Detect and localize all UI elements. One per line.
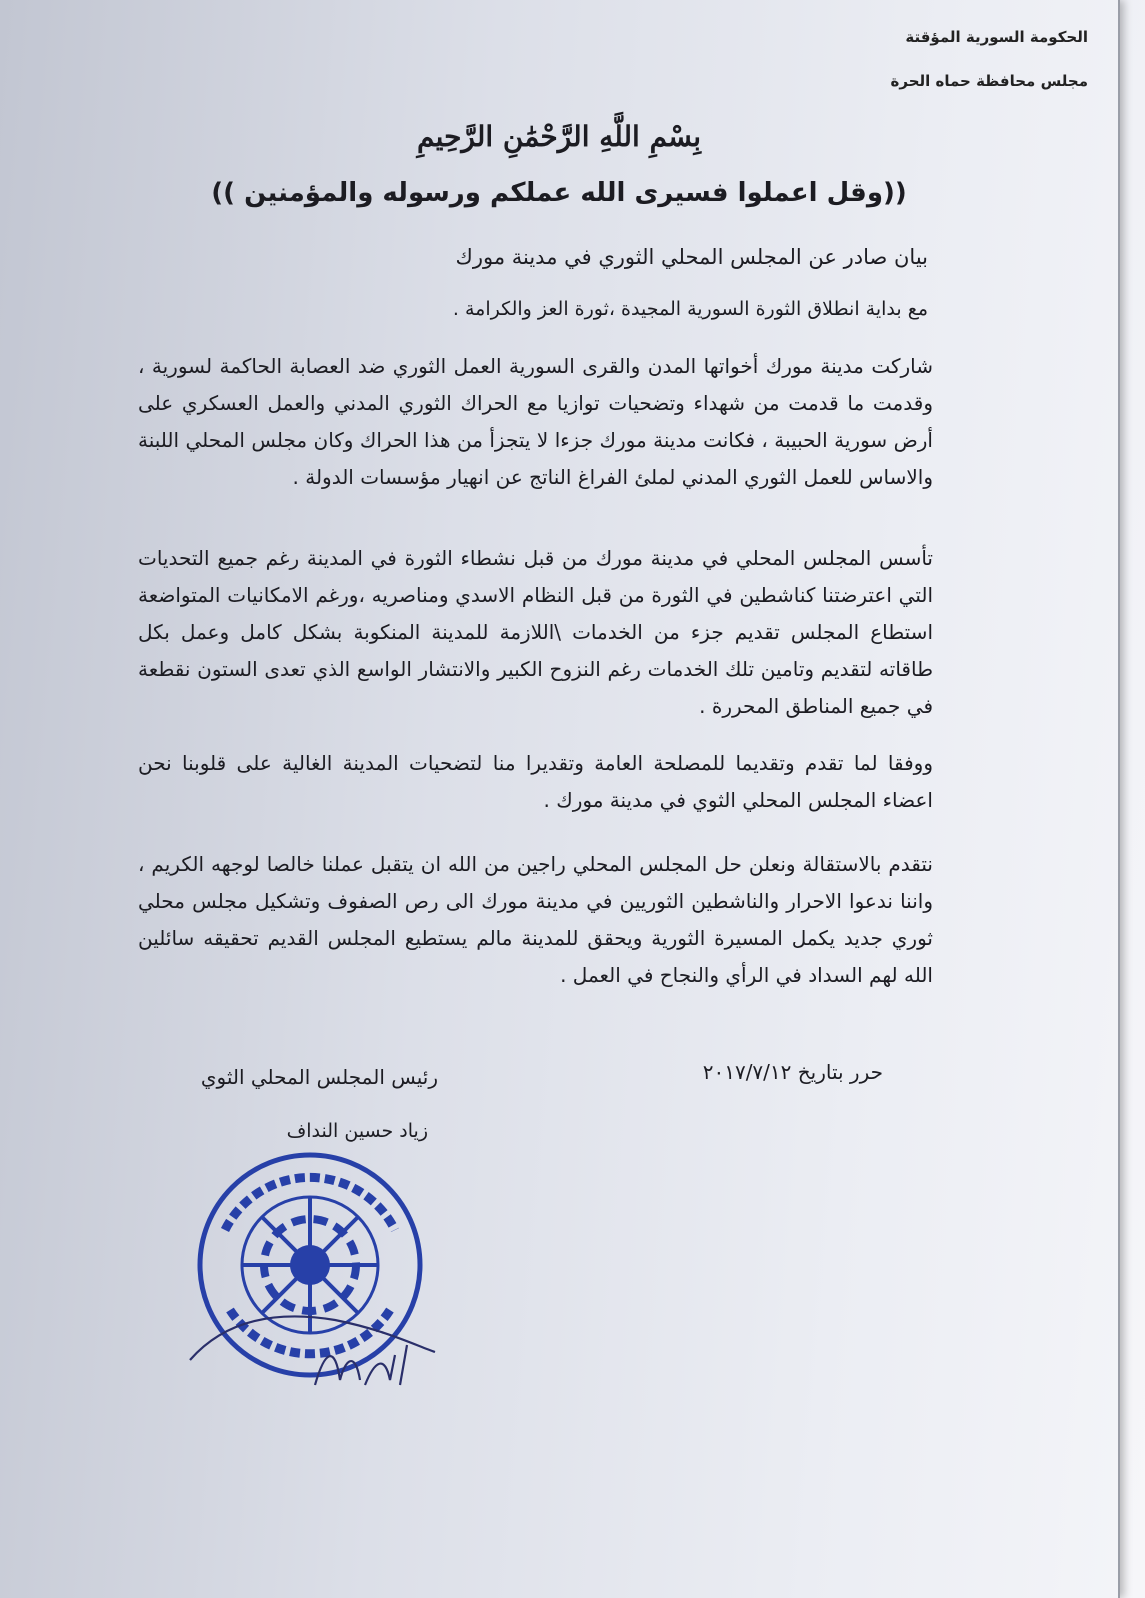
paragraph-1: شاركت مدينة مورك أخواتها المدن والقرى السورية العمل الثوري ضد العصابة الحاكمة لسورية ، وقدمت ما قدمت من شهداء وتضحيات توازيا مع الحراك الثوري المدني والعمل العسكري على أرض سورية الحبيبة ، فكانت مدينة مورك جزءا لا يتجزأ من هذا الحراك وكان مجلس المحلي اللبنة والاساس للعمل الثوري المدني لملئ الفراغ الناتج عن انهيار مؤسسات الدولة . [138,354,933,489]
quran-verse: ((وقل اعملوا فسيرى الله عملكم ورسوله والمؤمنين )) [211,178,907,208]
basmala: بِسْمِ اللَّهِ الرَّحْمَٰنِ الرَّحِيمِ [417,120,701,153]
signatory-name: زياد حسين النداف [286,1120,428,1142]
paragraph-4: نتقدم بالاستقالة ونعلن حل المجلس المحلي راجين من الله ان يتقبل عملنا خالصا لوجهه الكريم ، واننا ندعوا الاحرار والناشطين الثوريين في مدينة مورك الى رص الصفوف وتشكيل مجلس محلي ثوري جديد يكمل المسيرة الثورية ويحقق للمدينة مالم يستطيع المجلس القديم تحقيقه سائلين الله لهم السداد في الرأي والنجاح في العمل . [138,852,933,987]
paragraph-3: ووفقا لما تقدم وتقديما للمصلحة العامة وتقديرا منا لتضحيات المدينة الغالية على قلوبنا نحن اعضاء المجلس المحلي الثوي في مدينة مورك . [138,751,933,812]
org-line-council: مجلس محافظة حماه الحرة [890,72,1088,90]
signature [185,1290,445,1400]
date-line: حرر بتاريخ ٢٠١٧/٧/١٢ [702,1060,883,1084]
statement-title: بيان صادر عن المجلس المحلي الثوري في مدينة مورك [455,245,928,269]
signatory-title: رئيس المجلس المحلي الثوي [200,1065,438,1089]
org-line-government: الحكومة السورية المؤقتة [905,28,1088,46]
intro-line: مع بداية انطلاق الثورة السورية المجيدة ،ثورة العز والكرامة . [452,298,928,320]
paragraph-2: تأسس المجلس المحلي في مدينة مورك من قبل نشطاء الثورة في المدينة رغم جميع التحديات التي اعترضتنا كناشطين في الثورة من قبل النظام الاسدي ومناصريه ،ورغم الامكانيات المتواضعة استطاع المجلس تقديم جزء من الخدمات \اللازمة للمدينة المنكوبة بشكل كامل وعمل بكل طاقاته لتقديم وتامين تلك الخدمات رغم النزوح الكبير والانتشار الواسع الذي تعدى الستون نقطعة في جميع المناطق المحررة . [138,546,933,718]
